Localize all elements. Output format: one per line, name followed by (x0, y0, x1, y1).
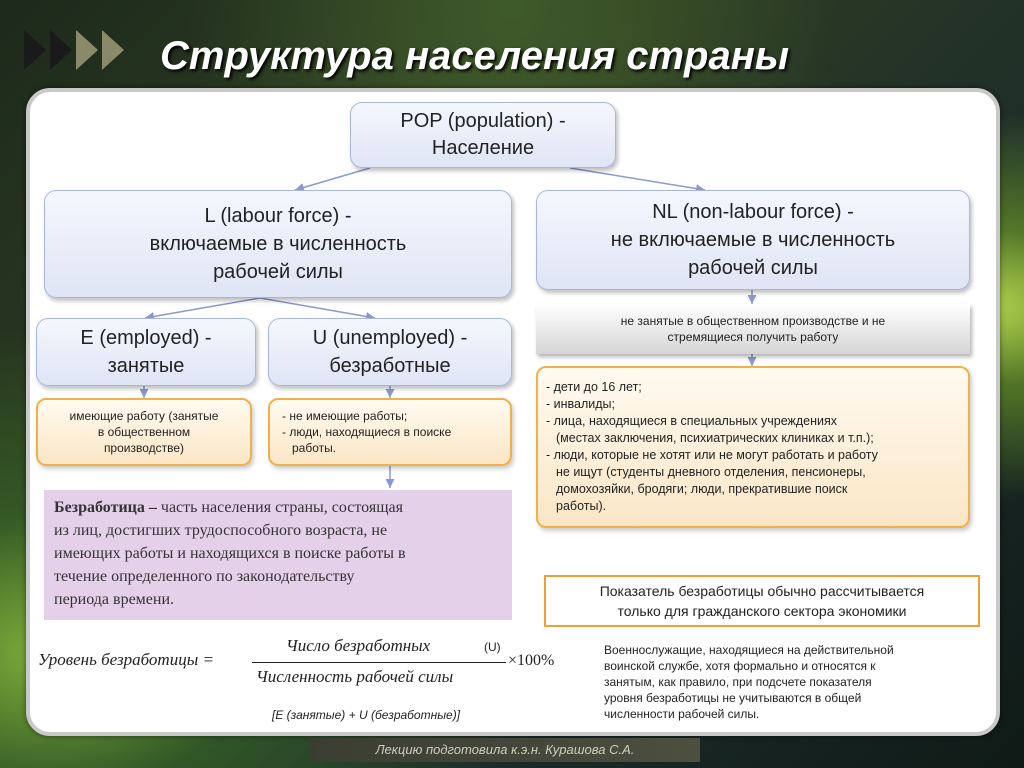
employed-box (36, 318, 256, 386)
footer-author: Лекцию подготовила к.э.н. Курашова С.А. (310, 738, 700, 762)
arrow-pop-l (295, 168, 370, 190)
labour-line3: рабочей силы (213, 261, 343, 283)
unemployment-definition (44, 490, 512, 620)
unemployed-line1: U (unemployed) - (312, 327, 468, 349)
list-item: (местах заключения, психиатрических клиниках и т.п.); (556, 431, 874, 445)
unemployed-box (268, 318, 512, 386)
definition-term: Безработица (54, 499, 145, 516)
nonlabour-line1: NL (non-labour force) - (652, 201, 854, 223)
non-labour-list (536, 366, 970, 528)
unemployed-description (268, 398, 512, 466)
labour-force-box (44, 190, 512, 298)
military-note-line: численности рабочей силы. (604, 707, 760, 721)
non-labour-force-box (536, 190, 970, 290)
definition-text: из лиц, достигших трудоспособного возраста, не (54, 522, 388, 539)
arrow-l-e (145, 298, 260, 318)
definition-text: периода времени. (54, 591, 175, 608)
list-item: - люди, которые не хотят или не могут работать и работу (546, 448, 878, 462)
formula-multiplier: ×100% (508, 652, 555, 669)
formula-denominator: Численность рабочей силы (256, 667, 454, 686)
unemployed-desc-item: - люди, находящиеся в поиске (282, 425, 452, 439)
employed-desc-line1: имеющие работу (занятые (69, 409, 219, 423)
military-note-line: воинской службе, хотя формально и относятся к (604, 659, 876, 673)
employed-line2: занятые (107, 355, 185, 377)
military-note-line: Военнослужащие, находящиеся на действительной (604, 643, 894, 657)
definition-text: течение определенного по законодательству (54, 568, 355, 585)
military-note-line: уровня безработицы не учитываются в общей (604, 691, 862, 705)
fraction-bar (252, 662, 506, 663)
military-note (604, 642, 974, 722)
civil-note-line2: только для гражданского сектора экономики (617, 603, 907, 619)
definition-line1 (54, 496, 502, 519)
pop-line2: Население (431, 137, 535, 159)
arrow-l-u (260, 298, 375, 318)
list-item: - дети до 16 лет; (546, 380, 642, 394)
nonlabour-line2: не включаемые в численность (610, 229, 896, 251)
list-item: домохозяйки, бродяги; люди, прекратившие поиск (556, 482, 848, 496)
unemployed-line2: безработные (329, 355, 451, 377)
nonlabour-line3: рабочей силы (688, 257, 818, 279)
list-item: работы). (556, 499, 607, 513)
military-note-line: занятым, как правило, при подсчете показателя (604, 675, 872, 689)
formula-denominator-tag: [E (занятые) + U (безработные)] (272, 708, 461, 722)
employed-desc-line2: в общественном (97, 425, 191, 439)
list-item: - лица, находящиеся в специальных учреждениях (546, 414, 838, 428)
nonlabour-desc-line1: не занятые в общественном производстве и не (620, 314, 886, 328)
non-labour-description (536, 304, 970, 354)
list-item: - инвалиды; (546, 397, 616, 411)
unemployed-desc-item: - не имеющие работы; (282, 409, 408, 423)
civil-sector-note (544, 575, 980, 627)
unemployed-desc-item: работы. (292, 441, 337, 455)
labour-line1: L (labour force) - (204, 205, 352, 227)
civil-note-line1: Показатель безработицы обычно рассчитывается (599, 583, 925, 599)
definition-text: имеющих работы и находящихся в поиске работы в (54, 545, 406, 562)
employed-desc-line3: производстве) (103, 441, 185, 455)
definition-text: часть населения страны, состоящая (160, 499, 403, 516)
arrow-pop-nl (570, 168, 705, 190)
employed-description (36, 398, 252, 466)
formula-numerator-tag: (U) (484, 640, 501, 654)
labour-line2: включаемые в численность (149, 233, 407, 255)
formula-numerator: Число безработных (286, 636, 431, 655)
formula-lhs: Уровень безработицы = (38, 650, 214, 669)
slide-title: Структура населения страны (160, 34, 790, 78)
pop-box (350, 102, 616, 168)
employed-line1: E (employed) - (80, 327, 212, 349)
pop-line1: POP (population) - (400, 110, 566, 132)
nonlabour-desc-line2: стремящиеся получить работу (667, 330, 839, 344)
definition-dash: – (144, 499, 161, 516)
list-item: не ищут (студенты дневного отделения, пенсионеры, (556, 465, 866, 479)
